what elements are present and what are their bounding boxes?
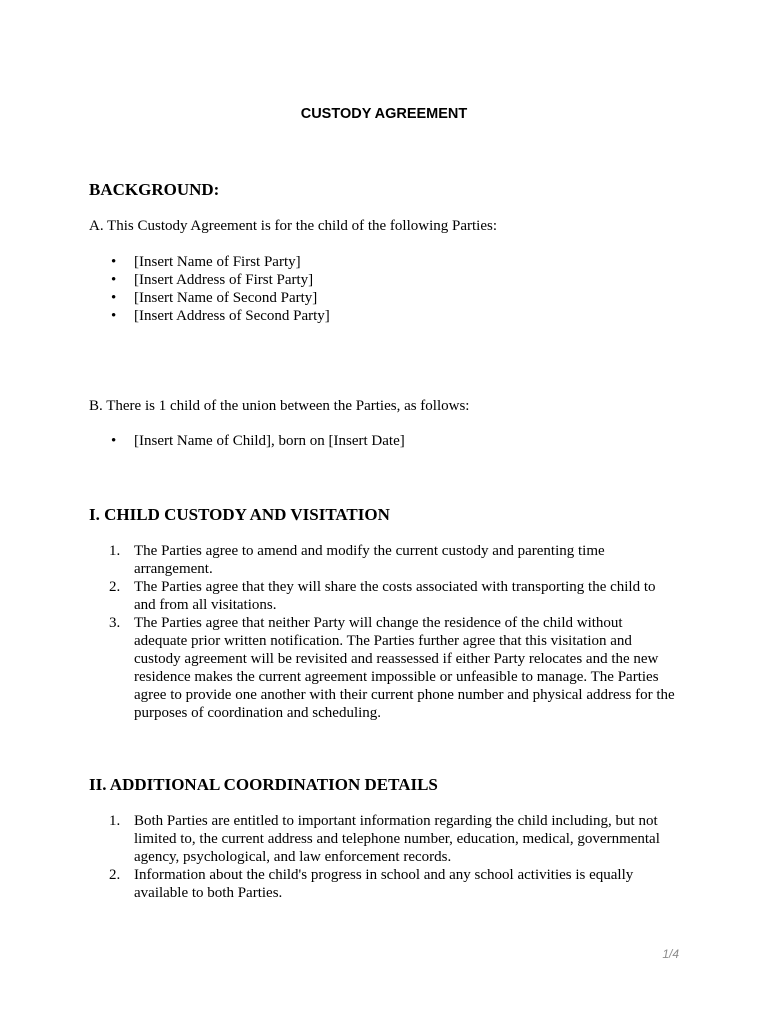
list-item: 2. The Parties agree that they will share the costs associated with transporting the child to and from all visitations. [109,579,656,613]
list-item: • [Insert Address of Second Party] [111,308,330,324]
page-number: 1/4 [662,947,679,961]
section-1-list [89,542,679,722]
list-item: 2. Information about the child's progress in school and any school activities is equally available to both Parties. [109,867,634,901]
bullet-marker: • [111,433,117,449]
section-2-heading: II. ADDITIONAL COORDINATION DETAILS [89,775,438,794]
list-item: 1. The Parties agree to amend and modify the current custody and parenting time arrangement. [109,543,605,577]
background-heading: BACKGROUND: [89,180,220,199]
children-list [89,432,679,450]
background-paragraph-b: B. There is 1 child of the union between the Parties, as follows: [89,398,470,414]
list-number: 3. [109,615,121,631]
bullet-marker: • [111,290,117,306]
bullet-marker: • [111,308,117,324]
section-2-list [89,812,679,902]
list-item: • [Insert Name of First Party] [111,254,301,270]
list-number: 2. [109,867,121,883]
document-title: CUSTODY AGREEMENT [300,106,468,122]
section-1-heading: I. CHILD CUSTODY AND VISITATION [89,505,390,524]
list-item: • [Insert Name of Child], born on [Insert Date] [111,433,405,449]
parties-list [89,253,679,325]
list-number: 1. [109,543,121,559]
background-paragraph-a: A. This Custody Agreement is for the child of the following Parties: [89,218,498,234]
bullet-marker: • [111,254,117,270]
list-item: • [Insert Address of First Party] [111,272,314,288]
bullet-marker: • [111,272,117,288]
list-number: 2. [109,579,121,595]
list-number: 1. [109,813,121,829]
list-item: 3. The Parties agree that neither Party will change the residence of the child without adequate prior written notification. The Parties further agree that this visitation and custody agreement will be revisited and reassessed if either Party relocates and the new residence makes the current agreement impossible or unfeasible to manage. The Parties agree to provide one another with their current phone number and physical address for the purposes of coordination and scheduling. [109,615,675,721]
list-item: • [Insert Name of Second Party] [111,290,318,306]
list-item: 1. Both Parties are entitled to important information regarding the child including, but not limited to, the current address and telephone number, education, medical, governmental agency, psychological, and law enforcement records. [109,813,660,865]
